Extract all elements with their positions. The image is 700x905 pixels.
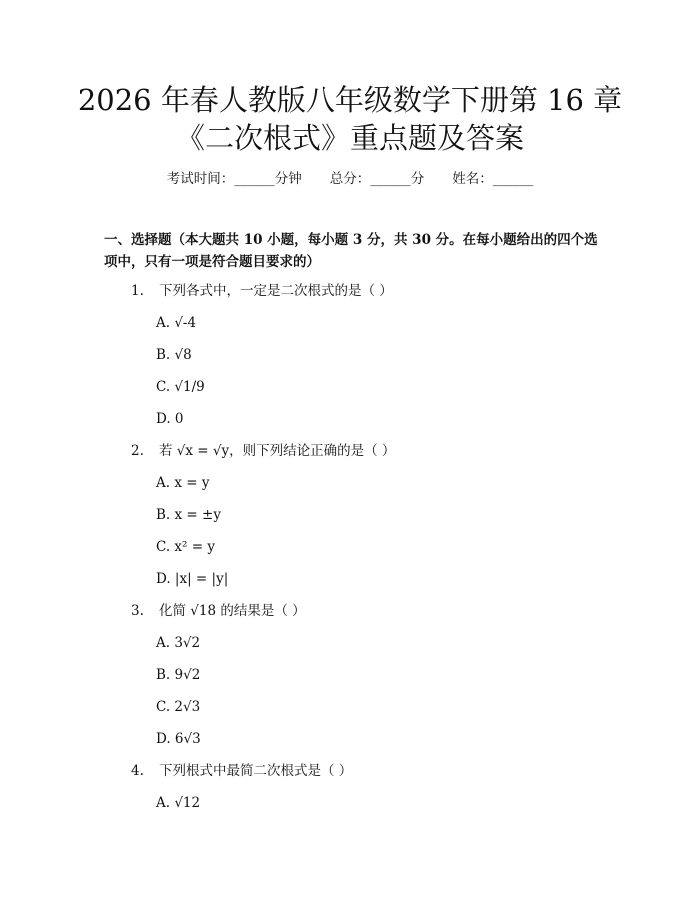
section-heading-line2: 项中，只有一项是符合题目要求的） [104,254,320,270]
question-4 [131,762,352,780]
question-number: 2. [131,443,144,459]
question-1-option-b: B. √8 [156,347,192,363]
question-number: 1. [131,283,144,299]
question-3-option-b: B. 9√2 [156,667,201,683]
question-stem: 化简 √18 的结果是（ ） [159,603,306,619]
document-title-line2: 《二次根式》重点题及答案 [175,121,524,155]
question-3-option-d: D. 6√3 [156,731,201,747]
question-2 [131,442,395,460]
section-heading [104,229,604,273]
question-number: 4. [131,763,144,779]
section-heading-line1: 一、选择题（本大题共 10 小题，每小题 3 分，共 30 分。在每小题给出的四个选 [104,232,598,248]
question-1-option-a: A. √-4 [156,315,197,331]
question-3-option-c: C. 2√3 [156,699,201,715]
question-1 [131,282,393,300]
question-4-option-a: A. √12 [156,795,201,811]
question-2-option-a: A. x = y [156,475,210,491]
question-1-option-c: C. √1/9 [156,379,205,395]
question-3 [131,602,306,620]
exam-time: 考试时间：______分钟 [166,171,302,187]
question-2-option-b: B. x = ±y [156,507,221,523]
exam-info [0,170,700,188]
exam-name: 姓名：______ [452,171,534,187]
question-stem: 下列各式中，一定是二次根式的是（ ） [159,283,393,299]
exam-score: 总分：______分 [329,171,425,187]
question-2-option-d: D. |x| = |y| [156,571,229,587]
question-stem: 若 √x = √y，则下列结论正确的是（ ） [159,443,396,459]
question-2-option-c: C. x² = y [156,539,215,555]
document-title-line1: 2026 年春人教版八年级数学下册第 16 章 [77,83,623,117]
question-stem: 下列根式中最简二次根式是（ ） [159,763,353,779]
question-number: 3. [131,603,144,619]
question-1-option-d: D. 0 [156,411,184,427]
question-3-option-a: A. 3√2 [156,635,201,651]
